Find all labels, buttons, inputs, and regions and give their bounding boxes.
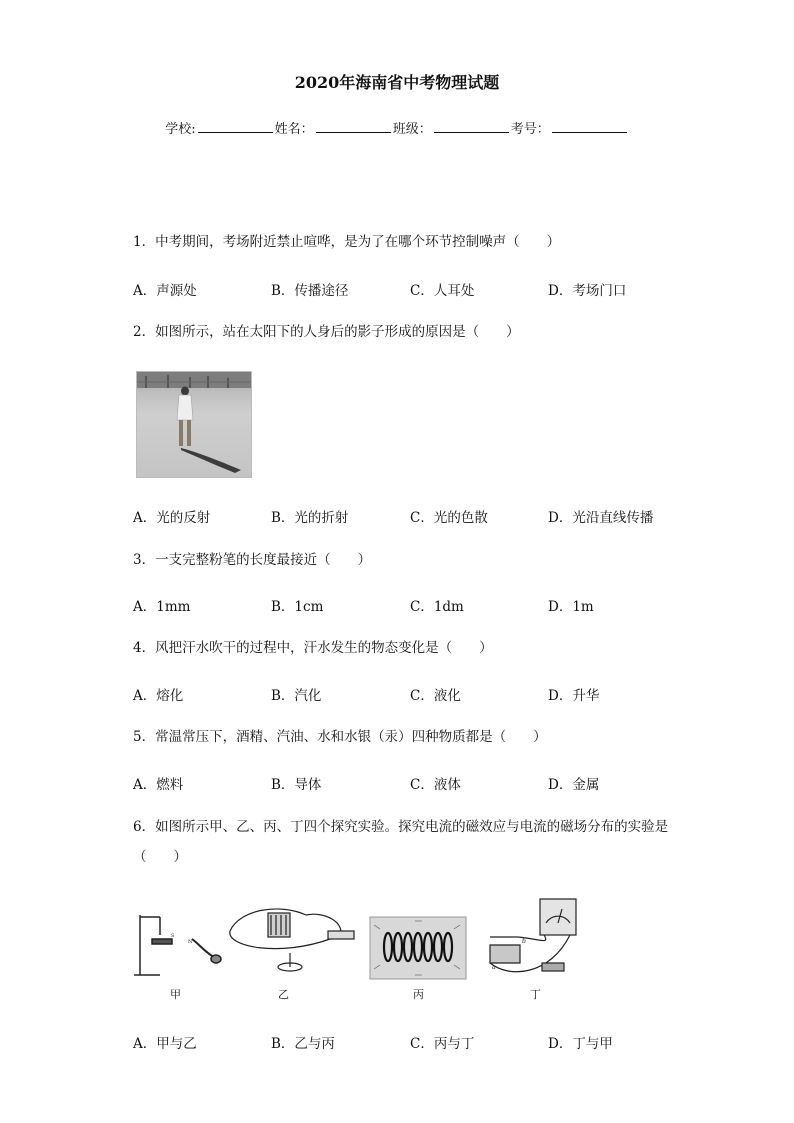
point-a-label: a [492, 964, 496, 971]
person-shadow-image [137, 372, 251, 477]
figure-label-jia: 甲 [170, 988, 181, 1001]
q1-option-c[interactable]: C．人耳处 [410, 283, 475, 299]
figure-label-ding: 丁 [530, 988, 541, 1001]
q4-option-c[interactable]: C．液化 [410, 688, 461, 704]
shadow-photo [136, 371, 252, 478]
q6-option-d[interactable]: D．丁与甲 [548, 1036, 613, 1052]
class-label: 班级： [392, 122, 432, 137]
question-3: 3．一支完整粉笔的长度最接近（ ） [133, 552, 372, 568]
q2-option-a[interactable]: A．光的反射 [133, 510, 211, 526]
q5-option-b[interactable]: B．导体 [271, 777, 322, 793]
q6-option-b[interactable]: B．乙与丙 [271, 1036, 335, 1052]
student-info-line [0, 118, 794, 137]
point-b-label: b [522, 938, 526, 945]
number-blank[interactable] [552, 120, 627, 133]
q4-option-d[interactable]: D．升华 [548, 688, 600, 704]
q3-option-d[interactable]: D．1m [548, 599, 594, 615]
q5-option-d[interactable]: D．金属 [548, 777, 600, 793]
figure-label-bing: 丙 [413, 988, 424, 1001]
q4-option-a[interactable]: A．熔化 [133, 688, 184, 704]
page-title: 2020年海南省中考物理试题 [294, 73, 500, 92]
question-2: 2．如图所示，站在太阳下的人身后的影子形成的原因是（ ） [133, 324, 520, 340]
question-6-bracket: （ ） [133, 849, 187, 865]
q3-option-b[interactable]: B．1cm [271, 599, 324, 615]
question-5: 5．常温常压下，酒精、汽油、水和水银（汞）四种物质都是（ ） [133, 729, 547, 745]
q3-option-a[interactable]: A．1mm [133, 599, 191, 615]
q6-option-a[interactable]: A．甲与乙 [133, 1036, 197, 1052]
q6-option-c[interactable]: C．丙与丁 [410, 1036, 475, 1052]
figure-jia-stand [134, 915, 221, 975]
school-blank[interactable] [198, 120, 273, 133]
experiment-figures [130, 895, 590, 985]
number-label: 考号： [510, 122, 550, 137]
figure-yi-circuit [230, 909, 354, 971]
figure-bing-solenoid [370, 917, 466, 979]
magnet-s-label: S [171, 933, 175, 939]
q1-option-a[interactable]: A．声源处 [133, 283, 197, 299]
q2-option-c[interactable]: C．光的色散 [410, 510, 488, 526]
name-label: 姓名： [274, 122, 314, 137]
q2-option-d[interactable]: D．光沿直线传播 [548, 510, 654, 526]
name-blank[interactable] [316, 120, 391, 133]
question-1: 1．中考期间，考场附近禁止喧哗，是为了在哪个环节控制噪声（ ） [133, 234, 561, 250]
q3-option-c[interactable]: C．1dm [410, 599, 464, 615]
class-blank[interactable] [434, 120, 509, 133]
q5-option-a[interactable]: A．燃料 [133, 777, 184, 793]
q2-option-b[interactable]: B．光的折射 [271, 510, 349, 526]
school-label: 学校: [165, 122, 196, 137]
q5-option-c[interactable]: C．液体 [410, 777, 461, 793]
figure-label-yi: 乙 [278, 988, 289, 1001]
figure-ding-galvanometer [490, 899, 576, 972]
question-6: 6．如图所示甲、乙、丙、丁四个探究实验。探究电流的磁效应与电流的磁场分布的实验是 [133, 819, 669, 835]
question-4: 4．风把汗水吹干的过程中，汗水发生的物态变化是（ ） [133, 640, 493, 656]
q1-option-d[interactable]: D．考场门口 [548, 283, 627, 299]
magnet-n-label: N [188, 939, 193, 945]
q1-option-b[interactable]: B．传播途径 [271, 283, 349, 299]
q4-option-b[interactable]: B．汽化 [271, 688, 322, 704]
